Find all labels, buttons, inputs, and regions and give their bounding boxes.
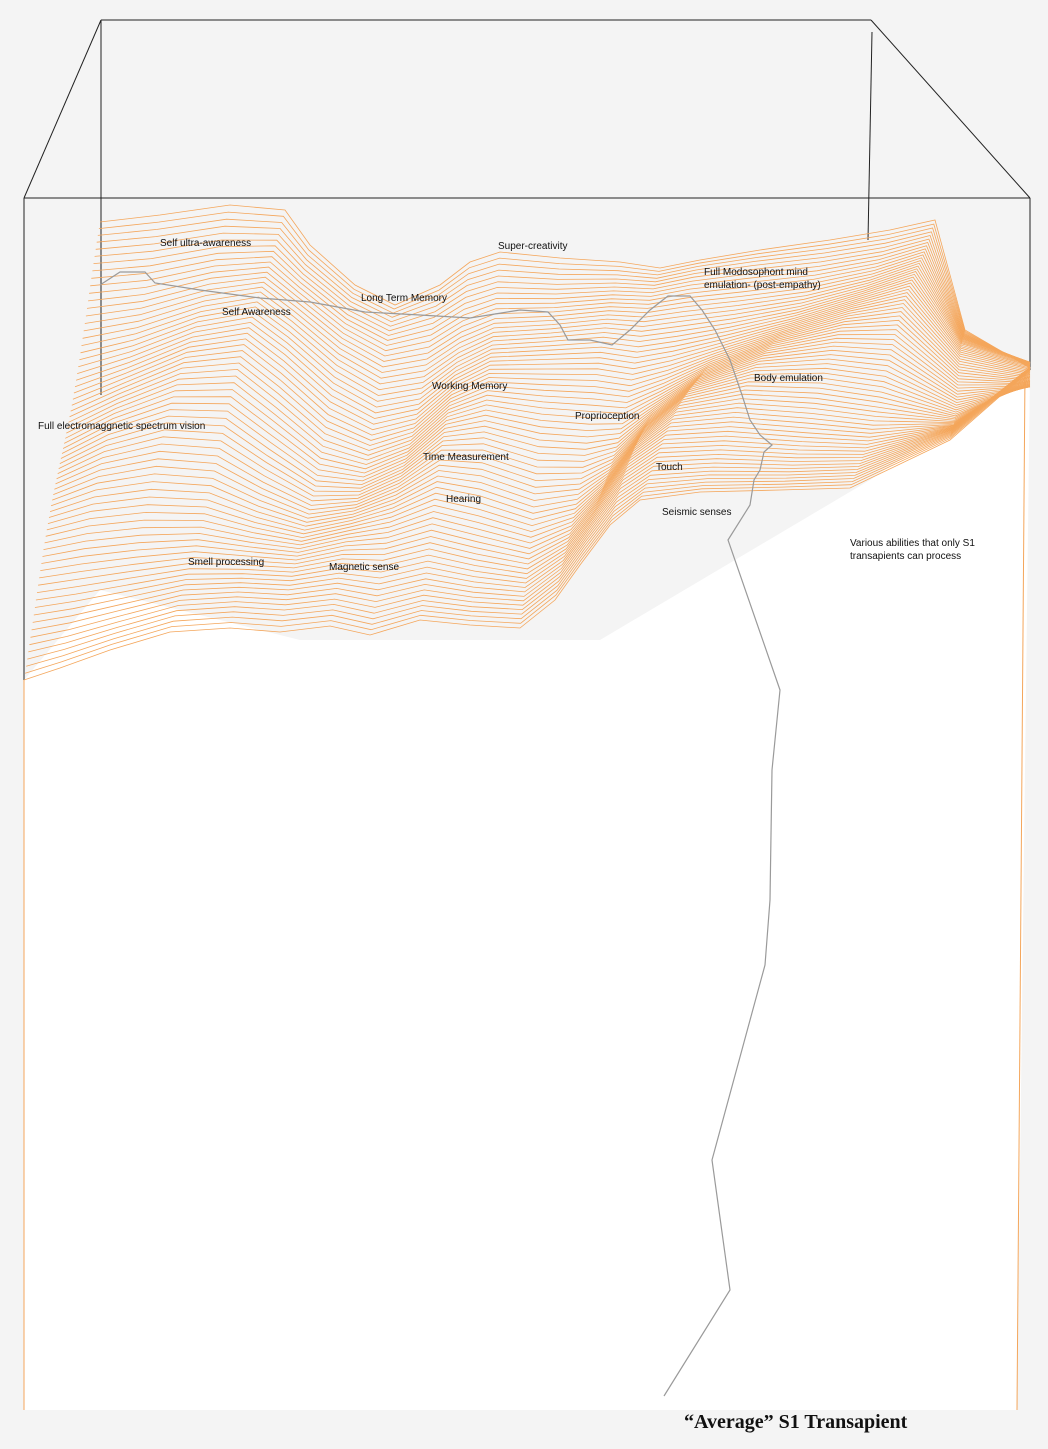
label-time-measurement: Time Measurement [423,452,509,463]
label-various-abilities: Various abilities that only S1 transapients can process [850,538,975,562]
label-body-emulation: Body emulation [754,373,823,384]
label-super-creativity: Super-creativity [498,241,568,252]
label-proprioception: Proprioception [575,411,640,422]
label-full-modosophont-mind-emulation: Full Modosophont mind emulation- (post-empathy) [704,267,821,291]
label-working-memory: Working Memory [432,381,508,392]
label-long-term-memory: Long Term Memory [361,293,447,304]
surface-contour-line [75,293,1030,425]
surface-contour-line [70,312,1030,451]
surface-contour-line [99,212,1030,367]
label-self-awareness: Self Awareness [222,307,291,318]
diagram-caption: “Average” S1 Transapient [684,1411,908,1433]
surface-contour-line [61,346,1030,485]
surface-contour-line [83,272,1030,384]
label-seismic-senses: Seismic senses [662,507,732,518]
label-magnetic-sense: Magnetic sense [329,562,400,573]
label-hearing: Hearing [446,494,482,505]
label-touch: Touch [656,462,683,473]
label-smell-processing: Smell processing [188,557,265,568]
left-gray-strip [0,760,5,1449]
label-full-em-spectrum-vision: Full electromaggnetic spectrum vision [38,421,206,432]
surface-contour-line [72,304,1030,441]
label-self-ultra-awareness: Self ultra-awareness [160,238,252,249]
box-white-fill [24,370,1030,1410]
